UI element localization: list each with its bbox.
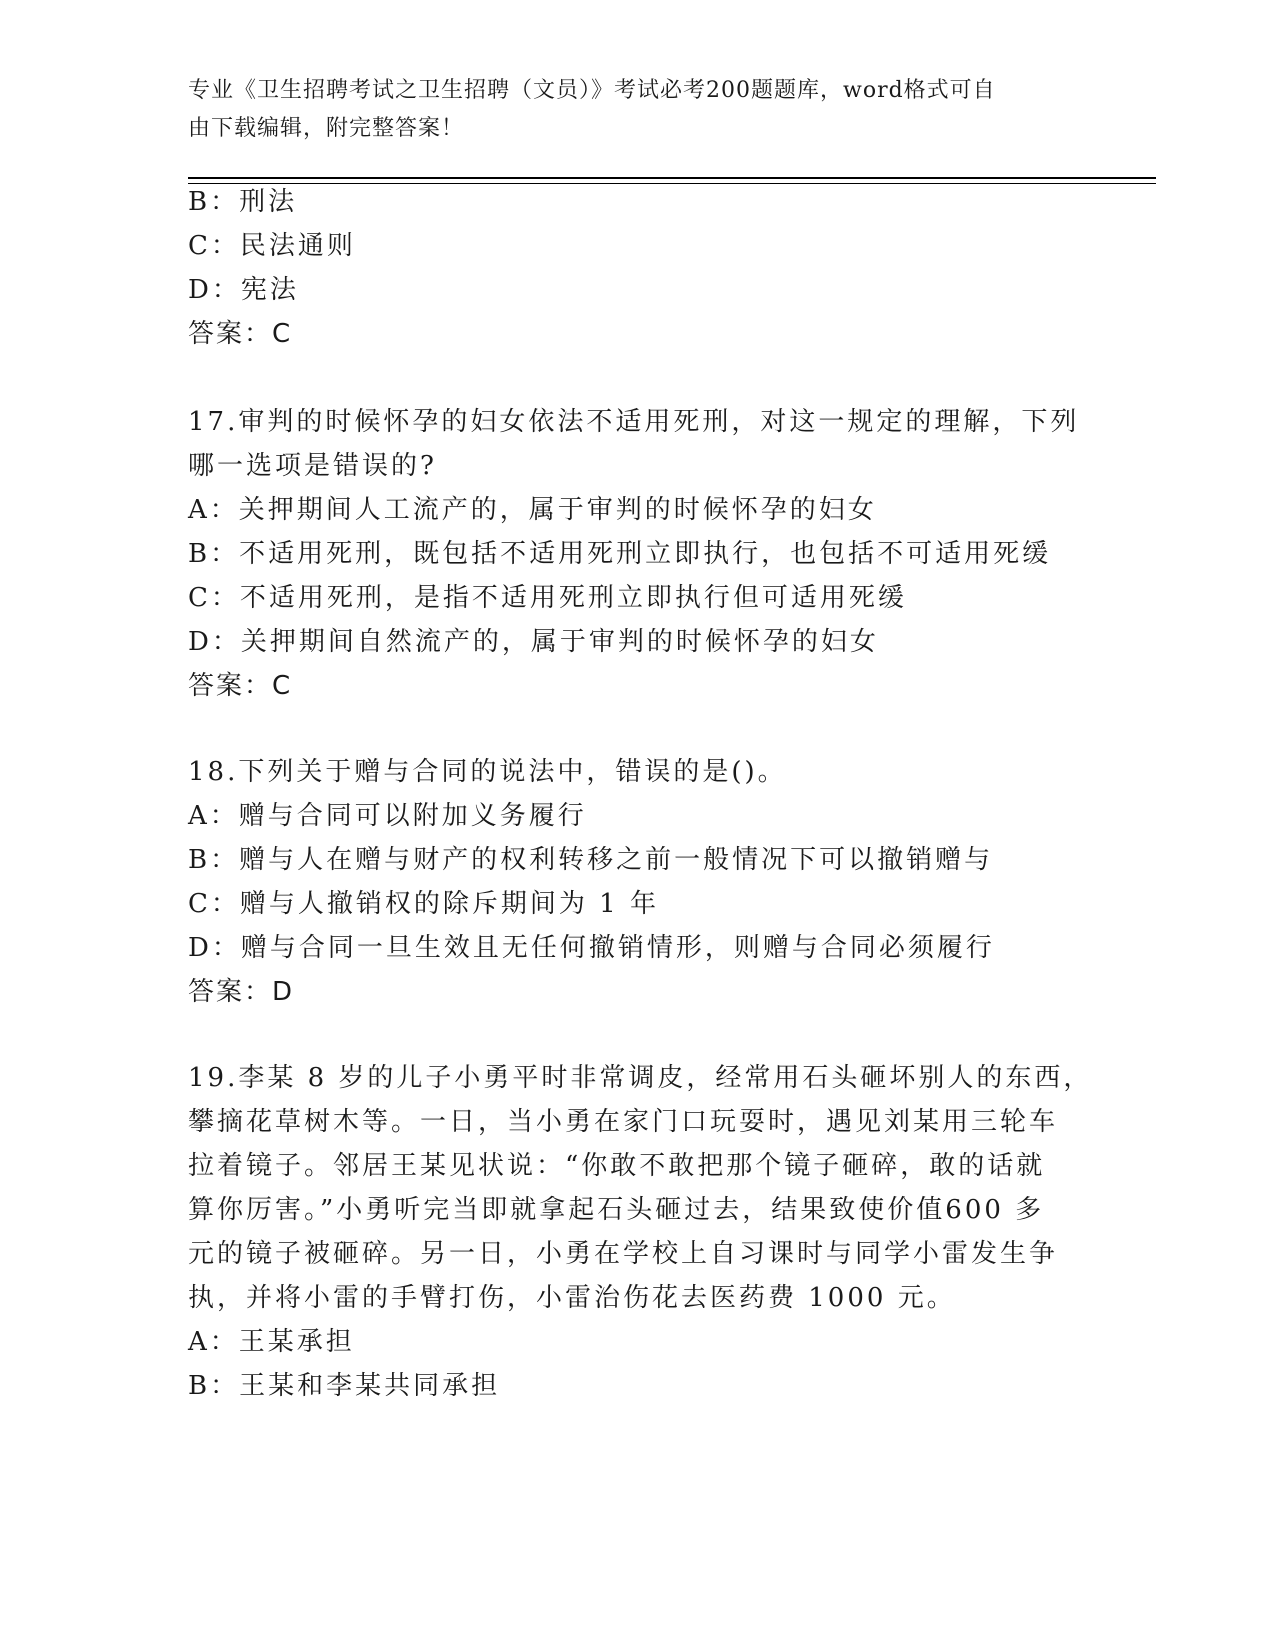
q17-option-c: C：不适用死刑，是指不适用死刑立即执行但可适用死缓 bbox=[188, 583, 907, 613]
q17-option-a: A：关押期间人工流产的，属于审判的时候怀孕的妇女 bbox=[188, 495, 877, 525]
q18-answer: 答案：D bbox=[188, 977, 295, 1007]
q17-option-d: D：关押期间自然流产的，属于审判的时候怀孕的妇女 bbox=[188, 627, 879, 657]
q16-option-b: B：刑法 bbox=[188, 187, 298, 217]
q16-option-d: D：宪法 bbox=[188, 275, 299, 305]
header-rule-thick bbox=[188, 177, 1156, 179]
q16-option-c: C：民法通则 bbox=[188, 231, 356, 261]
q18-option-a: A：赠与合同可以附加义务履行 bbox=[188, 801, 587, 831]
q18-option-c: C：赠与人撤销权的除斥期间为 1 年 bbox=[188, 889, 659, 919]
q17-option-b: B：不适用死刑，既包括不适用死刑立即执行，也包括不可适用死缓 bbox=[188, 539, 1052, 569]
q18-option-b: B：赠与人在赠与财产的权利转移之前一般情况下可以撤销赠与 bbox=[188, 845, 994, 875]
page-header bbox=[188, 72, 1068, 148]
q17-answer: 答案：C bbox=[188, 671, 293, 701]
q19-stem-line-1: 19.李某 8 岁的儿子小勇平时非常调皮，经常用石头砸坏别人的东西， bbox=[188, 1063, 1093, 1093]
q19-stem-line-2: 攀摘花草树木等。一日，当小勇在家门口玩耍时，遇见刘某用三轮车 bbox=[188, 1107, 1059, 1137]
q19-stem-line-4: 算你厉害。”小勇听完当即就拿起石头砸过去，结果致使价值600 多 bbox=[188, 1195, 1045, 1225]
q19-stem-line-5: 元的镜子被砸碎。另一日，小勇在学校上自习课时与同学小雷发生争 bbox=[188, 1239, 1059, 1269]
q17-stem-line-2: 哪一选项是错误的? bbox=[188, 451, 437, 481]
q19-option-a: A：王某承担 bbox=[188, 1327, 355, 1357]
header-rule-thin bbox=[188, 183, 1156, 184]
q19-stem-line-3: 拉着镜子。邻居王某见状说：“你敢不敢把那个镜子砸碎，敢的话就 bbox=[188, 1151, 1046, 1181]
q16-answer: 答案：C bbox=[188, 319, 293, 349]
q18-option-d: D：赠与合同一旦生效且无任何撤销情形，则赠与合同必须履行 bbox=[188, 933, 995, 963]
q17-stem-line-1: 17.审判的时候怀孕的妇女依法不适用死刑，对这一规定的理解，下列 bbox=[188, 407, 1080, 437]
q19-option-b: B：王某和李某共同承担 bbox=[188, 1371, 501, 1401]
q18-stem: 18.下列关于赠与合同的说法中，错误的是()。 bbox=[188, 757, 787, 787]
header-line-1: 专业《卫生招聘考试之卫生招聘（文员）》考试必考200题题库，word格式可自 bbox=[188, 78, 996, 103]
q19-stem-line-6: 执，并将小雷的手臂打伤，小雷治伤花去医药费 1000 元。 bbox=[188, 1283, 956, 1313]
header-line-2: 由下载编辑，附完整答案！ bbox=[188, 116, 465, 141]
